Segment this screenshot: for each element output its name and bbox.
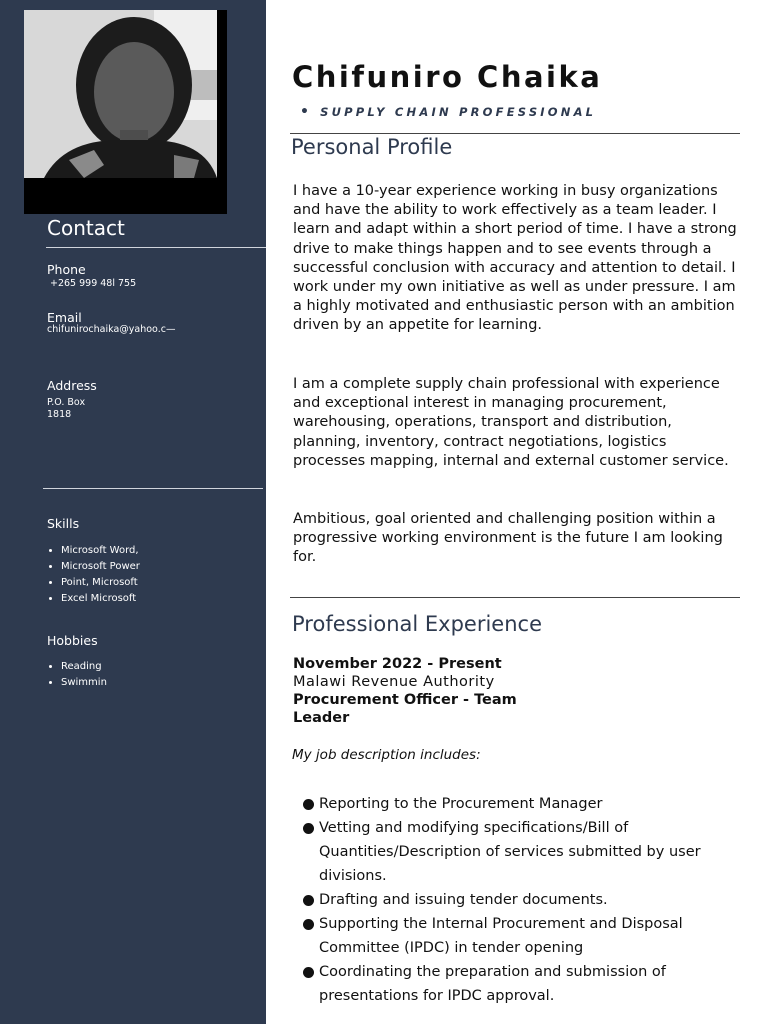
bullet-icon <box>303 895 314 906</box>
job-description-intro: My job description includes: <box>292 747 481 763</box>
candidate-title <box>300 104 596 120</box>
phone-value: +265 999 48l 755 <box>50 278 137 289</box>
job-organization: Malawi Revenue Authority <box>293 674 495 690</box>
skills-divider <box>43 488 263 489</box>
skills-heading: Skills <box>47 516 80 531</box>
duty-item <box>300 960 740 1008</box>
skill-item: • Point, Microsoft <box>61 575 140 591</box>
hobbies-heading: Hobbies <box>47 633 98 648</box>
skills-list <box>47 543 140 607</box>
profile-photo <box>24 10 217 178</box>
contact-divider <box>46 247 266 248</box>
phone-label: Phone <box>47 262 86 277</box>
duty-item <box>300 816 740 888</box>
sidebar <box>0 0 266 1024</box>
job-role: Procurement Officer - Team Leader <box>293 692 517 726</box>
address-label: Address <box>47 378 97 393</box>
bullet-icon <box>303 823 314 834</box>
duty-item <box>300 792 740 816</box>
profile-paragraph-3: Ambitious, goal oriented and challenging position within a progressive working environment is the future I am looking for. <box>293 511 723 566</box>
duty-text: Coordinating the preparation and submission of presentations for IPDC approval. <box>319 964 666 1004</box>
bullet-icon <box>303 967 314 978</box>
duty-text: Reporting to the Procurement Manager <box>319 796 603 812</box>
profile-heading: Personal Profile <box>291 135 453 159</box>
duty-text: Vetting and modifying specifications/Bill of Quantities/Description of services submitted by user divisions. <box>319 820 701 884</box>
job-date-range: November 2022 - Present <box>293 656 502 672</box>
address-line-2: 1818 <box>47 409 72 420</box>
job-duties-list <box>300 792 740 1008</box>
title-text: SUPPLY CHAIN PROFESSIONAL <box>320 105 597 119</box>
bullet-icon <box>303 919 314 930</box>
skill-item: • Microsoft Power <box>61 559 140 575</box>
duty-text: Drafting and issuing tender documents. <box>319 892 608 908</box>
skill-item: • Microsoft Word, <box>61 543 140 559</box>
email-label: Email <box>47 310 82 325</box>
experience-heading: Professional Experience <box>292 612 542 636</box>
title-bullet: • <box>300 104 313 120</box>
email-value: chifunirochaika@yahoo.c— <box>47 324 176 335</box>
bullet-icon <box>303 799 314 810</box>
duty-text: Supporting the Internal Procurement and Disposal Committee (IPDC) in tender opening <box>319 916 683 956</box>
header-divider <box>290 133 740 134</box>
profile-paragraph-2: I am a complete supply chain professional with experience and exceptional interest in managing procurement, warehousing, operations, transport and distribution, planning, inventory, contract negotiations, logistics processes mapping, internal and external customer service. <box>293 376 729 469</box>
contact-heading: Contact <box>47 216 125 240</box>
duty-item <box>300 888 740 912</box>
duty-item <box>300 912 740 960</box>
profile-photo-frame <box>24 10 227 214</box>
profile-paragraph-1: I have a 10-year experience working in busy organizations and have the ability to work effectively as a team leader. I learn and adapt within a short period of time. I have a strong drive to make things happen and to see events through a successful conclusion with accuracy and attention to detail. I work under my own initiative as well as under pressure. I am a highly motivated and enthusiastic person with an ambition driven by an appetite for learning. <box>293 183 737 334</box>
candidate-name: Chifuniro Chaika <box>292 60 603 94</box>
skill-item: • Excel Microsoft <box>61 591 140 607</box>
hobbies-list <box>47 659 107 691</box>
experience-divider <box>290 597 740 598</box>
address-line-1: P.O. Box <box>47 397 86 408</box>
hobby-item: • Swimmin <box>61 675 107 691</box>
hobby-item: • Reading <box>61 659 107 675</box>
